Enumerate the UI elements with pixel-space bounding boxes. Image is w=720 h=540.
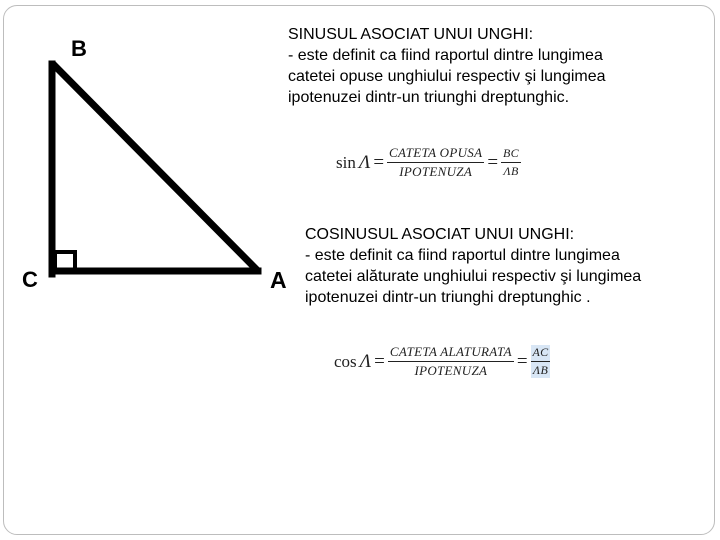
cosine-text-line: catetei alăturate unghiului respectiv şi lungimea — [305, 268, 642, 285]
cosine-formula — [334, 344, 550, 379]
angle-symbol: Λ — [358, 151, 371, 173]
vertex-label-c: C — [22, 267, 38, 292]
angle-symbol: Λ — [359, 350, 372, 372]
denominator: IPOTENUZA — [399, 164, 473, 179]
sine-function: sin — [336, 152, 356, 172]
numerator: CATETA OPUSA — [387, 145, 484, 163]
cosine-text-line: ipotenuzei dintr-un triunghi dreptunghic . — [305, 289, 591, 306]
denominator: IPOTENUZA — [414, 363, 488, 378]
cosine-heading: COSINUSUL ASOCIAT UNUI UNGHI: — [305, 226, 575, 243]
sine-text-line: catetei opuse unghiului respectiv şi lungimea — [288, 68, 606, 85]
cosine-text-line: - este definit ca fiind raportul dintre lungimea — [305, 247, 620, 264]
sine-heading: SINUSUL ASOCIAT UNUI UNGHI: — [288, 26, 534, 43]
equals-sign: = — [487, 151, 499, 173]
cosine-definition — [305, 224, 641, 308]
sine-formula — [336, 145, 521, 180]
vertex-label-a: A — [270, 267, 287, 293]
equals-sign: = — [516, 350, 528, 372]
ratio-words — [388, 344, 514, 379]
cosine-function: cos — [334, 351, 357, 371]
denominator: ΛB — [503, 164, 519, 178]
ratio-words — [387, 145, 484, 180]
sine-definition — [288, 24, 606, 108]
numerator: AC — [531, 345, 551, 362]
vertex-label-b: B — [71, 36, 87, 61]
equals-sign: = — [374, 350, 385, 372]
ratio-sides — [531, 345, 551, 378]
numerator: CATETA ALATURATA — [388, 344, 514, 362]
numerator: BC — [501, 146, 521, 163]
ratio-sides — [501, 146, 521, 179]
equals-sign: = — [373, 151, 385, 173]
denominator: ΛB — [532, 363, 549, 377]
sine-text-line: - este definit ca fiind raportul dintre lungimea — [288, 47, 603, 64]
sine-text-line: ipotenuzei dintr-un triunghi dreptunghic. — [288, 89, 570, 106]
hypotenuse-ab — [55, 66, 256, 269]
